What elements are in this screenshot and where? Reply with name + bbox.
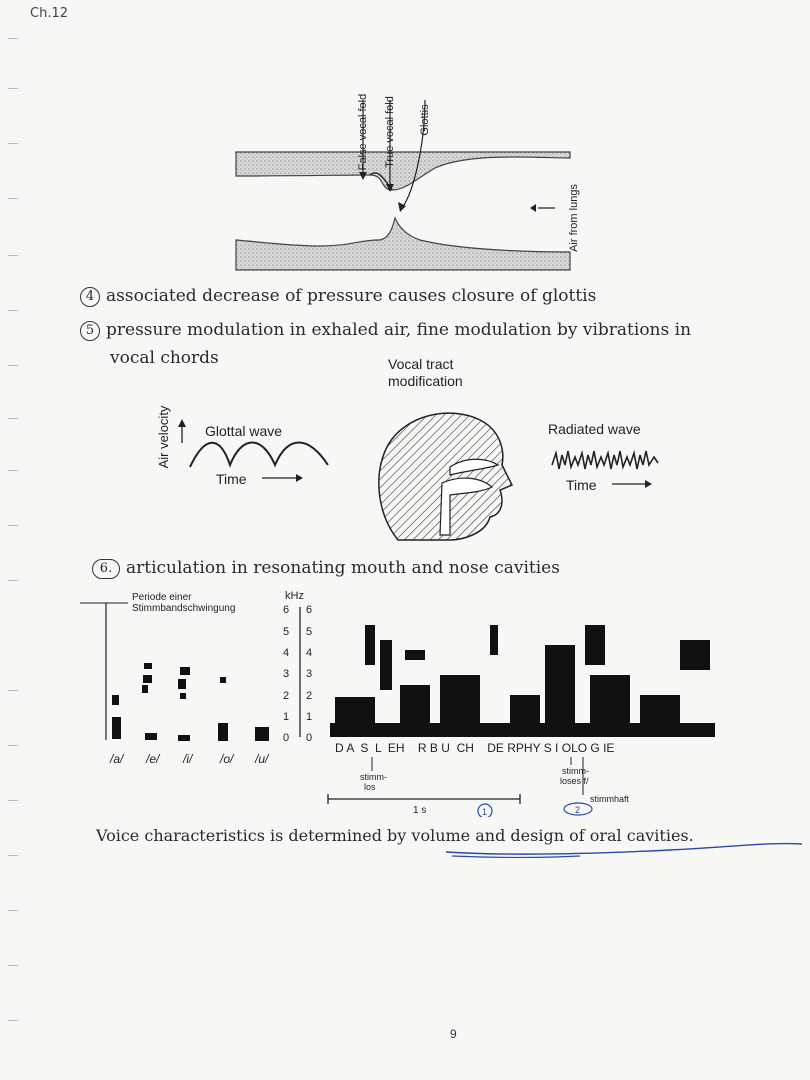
tick-right-2: 2 [306, 690, 313, 702]
conclusion-text: Voice characteristics is determined by volume and design of oral cavities. [96, 826, 694, 845]
tick-right-1: 1 [306, 711, 313, 723]
vowel-a: /a/ [110, 752, 124, 766]
item-5-text-line1: pressure modulation in exhaled air, fine modulation by vibrations in [106, 320, 692, 340]
radiated-wave-curve [552, 451, 658, 469]
tick-right-4: 4 [306, 647, 313, 659]
vowel-formant-blocks [112, 663, 269, 741]
khz-ticks-right [306, 604, 312, 744]
item-5-number: 5 [80, 321, 100, 341]
item-6-text: articulation in resonating mouth and nose cavities [126, 558, 560, 578]
chapter-header: Ch.12 [30, 6, 68, 21]
stimmhaft-label: stimmhaft [590, 794, 630, 804]
vocal-tract-figure [150, 395, 670, 545]
vowel-e: /e/ [146, 752, 160, 766]
item-6-number: 6. [92, 559, 120, 579]
tick-right-5: 5 [306, 626, 313, 638]
vocal-tract-title-line2: modification [388, 373, 463, 389]
true-fold-label: True vocal fold [384, 96, 396, 168]
item-6 [92, 558, 560, 579]
vowel-u: /u/ [255, 752, 269, 766]
period-label-line1: Periode einer [132, 592, 192, 603]
item-5-text-line2: vocal chords [110, 348, 219, 368]
time-right-label: Time [566, 477, 597, 493]
tick-right-3: 3 [306, 668, 313, 680]
item-4-number: 4 [80, 287, 100, 307]
vowel-o: /o/ [220, 752, 234, 766]
tick-left-5: 5 [283, 626, 290, 638]
tick-right-0: 0 [306, 732, 313, 744]
vocal-tract-title-line1: Vocal tract [388, 356, 454, 372]
stimmlos-line1: stimm- [360, 772, 387, 782]
time-scale-label: 1 s [413, 805, 427, 816]
khz-label: kHz [285, 590, 304, 602]
glottal-wave-curve [190, 443, 328, 468]
vocal-tract-title [388, 356, 463, 390]
tick-left-2: 2 [283, 690, 290, 702]
lower-tract-wall [236, 218, 570, 270]
air-from-lungs-label: Air from lungs [568, 184, 580, 252]
item-5 [80, 320, 691, 341]
false-fold-label: False vocal fold [357, 93, 369, 171]
upper-tract-wall [236, 152, 570, 190]
tick-left-0: 0 [283, 732, 290, 744]
phoneme-row: D A S L EH R B U CH DE RPHY S I OLO G IE [335, 741, 615, 755]
annotation-1: 1 [482, 807, 488, 817]
speech-spectrogram [330, 625, 715, 737]
annotation-2: 2 [575, 805, 581, 815]
vowel-labels [109, 752, 270, 766]
spectrogram-figure [80, 585, 730, 817]
handwritten-underline [440, 836, 810, 866]
tick-left-1: 1 [283, 711, 290, 723]
tick-right-6: 6 [306, 604, 313, 616]
tick-left-6: 6 [283, 604, 290, 616]
khz-ticks-left [283, 604, 289, 744]
item-4-text: associated decrease of pressure causes closure of glottis [106, 286, 597, 306]
item-4 [80, 286, 596, 307]
vowel-i: /i/ [183, 752, 193, 766]
larynx-figure [220, 40, 590, 280]
page-number: 9 [450, 1027, 457, 1041]
air-velocity-label: Air velocity [156, 405, 171, 469]
tick-left-3: 3 [283, 668, 290, 680]
stimmloses-line2: loses f/ [560, 776, 589, 786]
stimmlos-line2: los [364, 782, 376, 792]
period-label-line2: Stimmbandschwingung [132, 603, 236, 614]
tick-left-4: 4 [283, 647, 290, 659]
radiated-wave-label: Radiated wave [548, 421, 641, 437]
time-left-label: Time [216, 471, 247, 487]
glottis-label: Glottis [419, 104, 431, 136]
stimmloses-line1: stimm- [562, 766, 589, 776]
glottal-wave-label: Glottal wave [205, 423, 283, 439]
